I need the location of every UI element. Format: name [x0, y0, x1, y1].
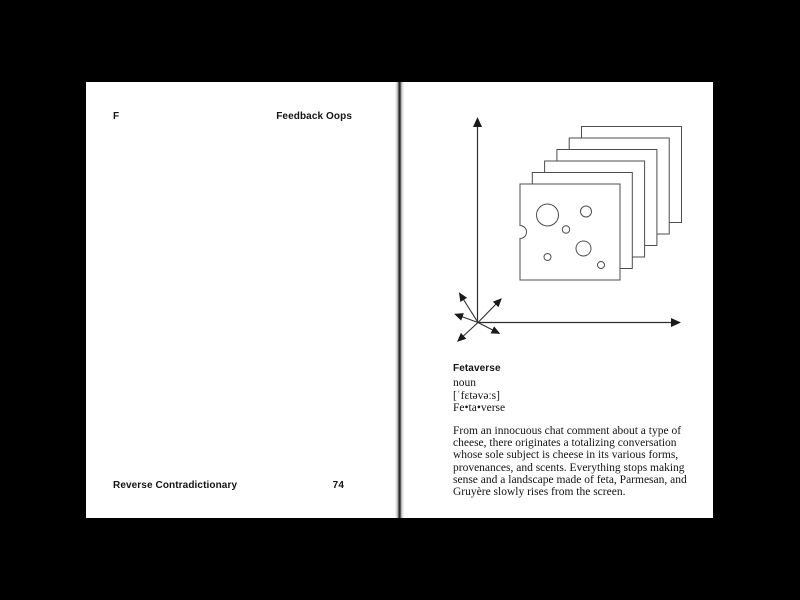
- definition-line: From an innocuous chat comment about a type of: [453, 424, 682, 437]
- book-spine: [395, 82, 404, 518]
- cheese-hole: [598, 262, 605, 269]
- entry-part-of-speech: noun: [453, 377, 476, 389]
- cheese-slice-stack: [520, 127, 682, 281]
- left-page-number: 74: [332, 480, 344, 491]
- definition-line: sense and a landscape made of feta, Parmesan, and: [453, 473, 687, 486]
- cheese-hole: [581, 206, 592, 217]
- dictionary-entry: [453, 363, 707, 499]
- entry-definition: [453, 425, 707, 499]
- entry-syllabification: Fe•ta•verse: [453, 402, 506, 415]
- cheese-hole: [544, 254, 551, 261]
- left-page-header-letter: F: [113, 111, 120, 122]
- axis-star-arrows: [456, 294, 501, 341]
- cheese-hole: [576, 241, 591, 256]
- cheese-hole: [562, 226, 569, 233]
- definition-line: provenances, and scents. Everything stops making: [453, 461, 685, 474]
- entry-pronunciation: [ˈfɛtəvəːs]: [453, 389, 500, 402]
- definition-line: whose sole subject is cheese in its various forms,: [453, 449, 679, 462]
- left-page-header-title: Feedback Oops: [276, 111, 352, 122]
- cheese-stack-diagram: [440, 100, 696, 352]
- entry-spacer: [453, 415, 707, 425]
- left-page: [86, 82, 399, 518]
- definition-line: Gruyère slowly rises from the screen.: [453, 486, 626, 499]
- cheese-hole: [537, 204, 559, 226]
- left-page-footer-title: Reverse Contradictionary: [113, 480, 238, 491]
- book-spread: [86, 82, 713, 518]
- cheese-slice-front: [520, 184, 620, 280]
- entry-headword: Fetaverse: [453, 363, 501, 374]
- definition-line: cheese, there originates a totalizing conversation: [453, 437, 677, 450]
